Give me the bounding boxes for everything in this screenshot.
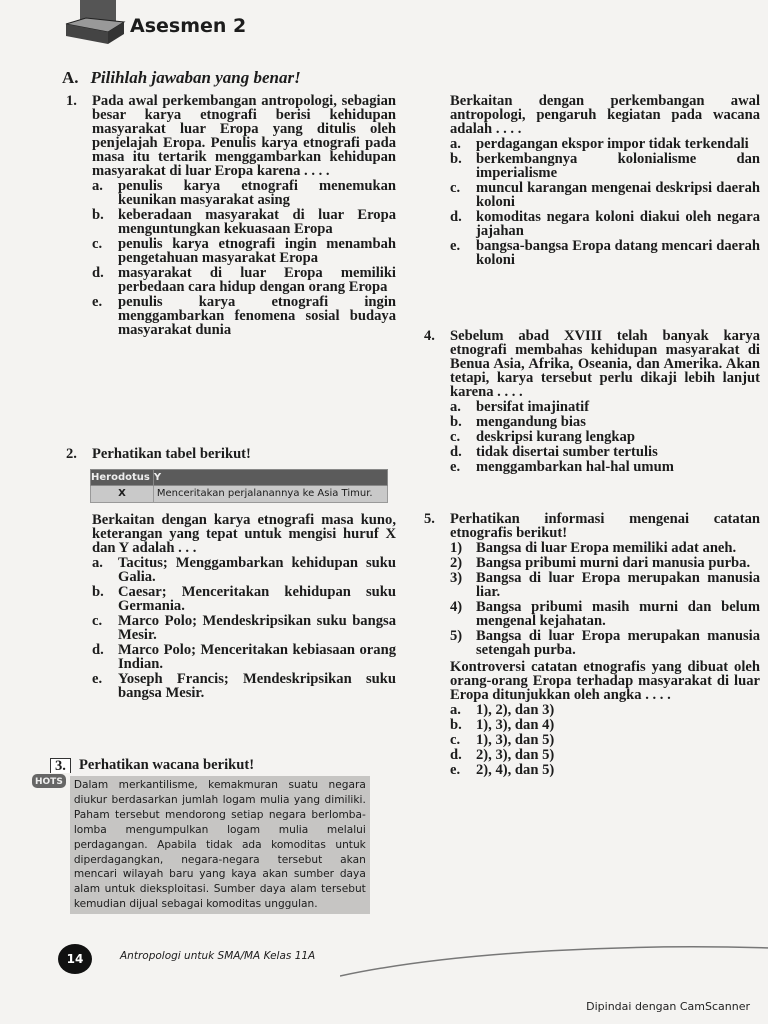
option-e: e. 2), 4), dan 5) <box>450 762 555 778</box>
info-item: 2) Bangsa pribumi murni dari manusia purba. <box>450 555 751 571</box>
book-desk-icon <box>62 0 128 44</box>
passage-box: Dalam merkantilisme, kemakmuran suatu negara diukur berdasarkan jumlah logam mulia yang dimiliki. Paham tersebut mendorong setiap negara berlomba-lomba mengumpulkan logam mulia melalui perdagangan. Apabila tidak ada komoditas untuk diperdagangkan, negara-negara tersebut akan mencari wilayah baru yang kaya akan sumber daya alam untuk dieksploitasi. Sumber daya alam tersebut kemudian dijual sebagai komoditas unggulan. <box>70 776 370 914</box>
info-item: 3) Bangsa di luar Eropa merupakan manusia liar. <box>450 570 760 600</box>
question-text: Berkaitan dengan perkembangan awal antropologi, pengaruh kegiatan pada wacana adalah . . . . <box>450 93 760 137</box>
option-d: d. masyarakat di luar Eropa memiliki perbedaan cara hidup dengan orang Eropa <box>92 265 396 295</box>
question-3: 3. Perhatikan wacana berikut! HOTS Dalam merkantilisme, kemakmuran suatu negara diukur berdasarkan jumlah logam mulia yang dimiliki. Paham tersebut mendorong setiap negara berlomba-lomba mengumpulkan logam mulia melalui perdagangan. Apabila tidak ada komoditas untuk diperdagangkan, negara-negara tersebut akan mencari wilayah baru yang kaya akan sumber daya alam untuk dieksploitasi. Sumber daya alam tersebut kemudian dijual sebagai komoditas unggulan. <box>50 758 400 914</box>
option-d: d. Marco Polo; Menceritakan kebiasaan orang Indian. <box>92 642 396 672</box>
question-3-continued <box>420 94 760 267</box>
option-d: d. 2), 3), dan 5) <box>450 747 555 763</box>
option-d: d. tidak disertai sumber tertulis <box>450 444 658 460</box>
option-c: c. 1), 3), dan 5) <box>450 732 555 748</box>
table-cell: X <box>91 486 154 503</box>
option-c: c. muncul karangan mengenai deskripsi daerah koloni <box>450 180 760 210</box>
option-a: a. penulis karya etnografi menemukan keunikan masyarakat asing <box>92 178 396 208</box>
option-d: d. komoditas negara koloni diakui oleh negara jajahan <box>450 209 760 239</box>
option-a: a. Tacitus; Menggambarkan kehidupan suku Galia. <box>92 555 396 585</box>
info-item: 5) Bangsa di luar Eropa merupakan manusia setengah purba. <box>450 628 760 658</box>
option-b: b. Caesar; Menceritakan kehidupan suku Germania. <box>92 584 396 614</box>
option-e: e. bangsa-bangsa Eropa datang mencari daerah koloni <box>450 238 760 268</box>
option-c: c. deskripsi kurang lengkap <box>450 429 635 445</box>
scanner-watermark: Dipindai dengan CamScanner <box>586 1000 750 1013</box>
option-a: a. 1), 2), dan 3) <box>450 702 555 718</box>
page-number: 14 <box>58 944 92 974</box>
question-text: Kontroversi catatan etnografis yang dibuat oleh orang-orang Eropa terhadap masyarakat di luar Eropa ditunjukkan oleh angka . . . . <box>450 659 760 703</box>
footer-divider <box>340 940 768 980</box>
option-a: a. perdagangan ekspor impor tidak terkendali <box>450 136 749 152</box>
option-b: b. mengandung bias <box>450 414 586 430</box>
question-text: Berkaitan dengan karya etnografi masa kuno, keterangan yang tepat untuk mengisi huruf X dan Y adalah . . . <box>92 512 396 556</box>
option-b: b. keberadaan masyarakat di luar Eropa menguntungkan kekuasaan Eropa <box>92 207 396 237</box>
table-cell: Menceritakan perjalanannya ke Asia Timur. <box>153 486 387 503</box>
question-5: 5. Perhatikan informasi mengenai catatan etnografis berikut! 1) Bangsa di luar Eropa memiliki adat aneh. 2) Bangsa pribumi murni dari manusia purba. 3) Bangsa di luar Eropa merupakan manusia liar. 4) Bangsa pribumi masih murni dan belum mengenal kejahatan. 5) Bangsa di luar Eropa merupakan manusia setengah purba. Kontroversi catatan etnografis yang dibuat oleh orang-orang Eropa terhadap masyarakat di luar Eropa ditunjukkan oleh angka . . . . a. 1), 2), dan 3) b. 1), 3), dan 4) c. 1), 3), dan 5) d. 2), 3), dan 5) e. 2), 4), dan 5) <box>424 511 760 778</box>
option-b: b. berkembangnya kolonialisme dan imperialisme <box>450 151 760 181</box>
hots-badge: HOTS <box>32 774 66 788</box>
option-e: e. Yoseph Francis; Mendeskripsikan suku bangsa Mesir. <box>92 671 396 701</box>
table-header: Y <box>153 470 387 486</box>
book-title-footer: Antropologi untuk SMA/MA Kelas 11A <box>120 950 316 962</box>
option-c: c. Marco Polo; Mendeskripsikan suku bangsa Mesir. <box>92 613 396 643</box>
table-header: Herodotus <box>91 470 154 486</box>
option-c: c. penulis karya etnografi ingin menambah pengetahuan masyarakat Eropa <box>92 236 396 266</box>
option-e: e. menggambarkan hal-hal umum <box>450 459 674 475</box>
option-e: e. penulis karya etnografi ingin menggambarkan fenomena sosial budaya masyarakat dunia <box>92 294 396 338</box>
page-title: Asesmen 2 <box>130 15 247 37</box>
herodotus-table <box>90 469 388 503</box>
info-item: 1) Bangsa di luar Eropa memiliki adat aneh. <box>450 540 737 556</box>
section-instruction: A. Pilihlah jawaban yang benar! <box>62 68 301 87</box>
question-1: 1. Pada awal perkembangan antropologi, sebagian besar karya etnografi berisi kehidupan masyarakat luar Eropa yang ditulis oleh penjelajah Eropa. Penulis karya etnografi pada masa itu tertarik menggambarkan kehidupan masyarakat di luar Eropa karena . . . . a. penulis karya etnografi menemukan keunikan masyarakat asing b. keberadaan masyarakat di luar Eropa menguntungkan kekuasaan Eropa c. penulis karya etnografi ingin menambah pengetahuan masyarakat Eropa d. masyarakat di luar Eropa memiliki perbedaan cara hidup dengan orang Eropa e. penulis karya etnografi ingin menggambarkan fenomena sosial budaya masyarakat dunia <box>66 93 396 338</box>
option-a: a. bersifat imajinatif <box>450 399 590 415</box>
info-item: 4) Bangsa pribumi masih murni dan belum mengenal kejahatan. <box>450 599 760 629</box>
option-b: b. 1), 3), dan 4) <box>450 717 555 733</box>
question-4: 4. Sebelum abad XVIII telah banyak karya etnografi membahas kehidupan masyarakat di Benua Asia, Afrika, Oseania, dan Amerika. Akan tetapi, karya tersebut perlu dikaji lebih lanjut karena . . . . a. bersifat imajinatif b. mengandung bias c. deskripsi kurang lengkap d. tidak disertai sumber tertulis e. menggambarkan hal-hal umum <box>424 328 760 475</box>
question-2: 2. Perhatikan tabel berikut! Herodotus Y X Menceritakan perjalanannya ke Asia Timur. Berkaitan dengan karya etnografi masa kuno, keterangan yang tepat untuk mengisi huruf X dan Y adalah . . . a. Tacitus; Menggambarkan kehidupan suku Galia. b. Caesar; Menceritakan kehidupan suku Germania. c. Marco Polo; Mendeskripsikan suku bangsa Mesir. d. Marco Polo; Menceritakan kebiasaan orang Indian. e. Yoseph Francis; Mendeskripsikan suku bangsa Mesir. <box>66 446 396 701</box>
